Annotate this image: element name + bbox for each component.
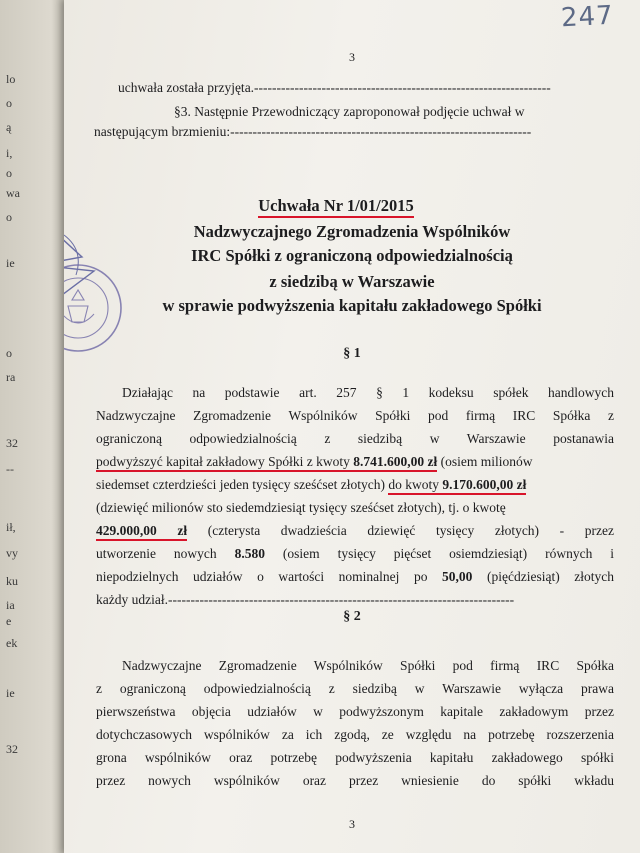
section-1-line-4 [96, 454, 532, 470]
text-amount-from-words-start: (osiem milionów [440, 454, 533, 469]
margin-fragment: ku [6, 574, 18, 588]
text-increase-from: podwyższyć kapitał zakładowy Spółki z kwoty [96, 454, 350, 469]
section-2-line-3: pierwszeństwa objęcia udziałów w podwyższonym kapitale zakładowym przez [96, 704, 614, 719]
margin-fragment: -- [6, 462, 14, 476]
section-1-line-9 [96, 569, 614, 585]
text-increase-to: do kwoty [388, 477, 439, 492]
page-number-top: 3 [349, 50, 355, 64]
section-1-line-8 [96, 546, 614, 562]
resolution-title-line-4: w sprawie podwyższenia kapitału zakładowego Spółki [162, 296, 542, 315]
section-2-line-5: grona wspólników oraz potrzebę podwyższenia kapitału zakładowego spółki [96, 750, 614, 765]
text-amount-from-words-end: siedemset czterdzieści jeden tysięcy sześćset złotych) [96, 477, 385, 492]
text-shares-words: (osiem tysięcy pięćset osiemdziesiąt) równych i [282, 546, 614, 561]
margin-fragment: ił, [6, 520, 16, 534]
highlight-increase-from [96, 454, 437, 472]
section-2-line-4: dotychczasowych wspólników za ich zgodą, ze względu na potrzebę rozszerzenia [96, 727, 614, 742]
margin-fragment: o [6, 96, 12, 110]
margin-fragment: wa [6, 186, 20, 200]
section-2-line-1: Nadzwyczajne Zgromadzenie Wspólników Spółki pod firmą IRC Spółka [122, 658, 614, 673]
amount-to: 9.170.600,00 zł [442, 477, 527, 492]
section-1-line-3: ograniczoną odpowiedzialnością z siedzibą w Warszawie postanawia [96, 431, 614, 446]
margin-fragment: vy [6, 546, 18, 560]
resolution-number [64, 196, 624, 216]
margin-fragment: e [6, 614, 12, 628]
document-page [64, 0, 640, 853]
resolution-title-line-2: IRC Spółki z ograniczoną odpowiedzialnością [191, 246, 513, 265]
margin-fragment: 32 [6, 436, 18, 450]
text-nominal-value: niepodzielnych udziałów o wartości nominalnej po [96, 569, 428, 584]
handwritten-page-number: 247 [560, 0, 615, 34]
preamble-line-3: następującym brzmieniu:------------------------------------------------------------------- [94, 124, 532, 139]
margin-fragment: i, [6, 146, 13, 160]
margin-fragment: ie [6, 256, 15, 270]
text-creation: utworzenie nowych [96, 546, 217, 561]
margin-fragment: ia [6, 598, 15, 612]
preamble-line-2: §3. Następnie Przewodniczący zaproponował podjęcie uchwał w [174, 104, 525, 119]
margin-fragment: ą [6, 120, 12, 134]
margin-fragment: ie [6, 686, 15, 700]
resolution-title-line-1: Nadzwyczajnego Zgromadzenia Wspólników [193, 222, 511, 241]
amount-from: 8.741.600,00 zł [353, 454, 438, 469]
margin-fragment: lo [6, 72, 16, 86]
section-2-line-2: z ograniczoną odpowiedzialnością z siedzibą w Warszawie wyłącza prawa [96, 681, 614, 696]
margin-fragment: o [6, 166, 12, 180]
margin-fragment: o [6, 210, 12, 224]
text-nominal-value-words: (pięćdziesiąt) złotych [486, 569, 614, 584]
section-1-line-2: Nadzwyczajne Zgromadzenie Wspólników Spółki pod firmą IRC Spółka z [96, 408, 614, 423]
resolution-number-text: Uchwała Nr 1/01/2015 [258, 196, 414, 218]
section-2-line-6: przez nowych wspólników oraz przez wniesienie do spółki wkładu [96, 773, 614, 788]
highlight-increase-to [388, 477, 526, 495]
text-amount-increase-words: (czterysta dwadzieścia dziewięć tysięcy złotych) - przez [207, 523, 614, 538]
section-1-line-7 [96, 523, 614, 539]
preamble-line-1: uchwała została przyjęta.------------------------------------------------------------------ [118, 80, 551, 95]
page-number-bottom: 3 [349, 817, 355, 831]
section-1-line-5 [96, 477, 526, 493]
nominal-value: 50,00 [442, 569, 473, 584]
section-1-line-1: Działając na podstawie art. 257 § 1 kodeksu spółek handlowych [122, 385, 614, 400]
section-1-heading: § 1 [343, 346, 361, 361]
underlying-page-edge [0, 0, 64, 853]
section-1-line-6: (dziewięć milionów sto siedemdziesiąt tysięcy sześćset złotych), tj. o kwotę [96, 500, 506, 515]
margin-fragment: 32 [6, 742, 18, 756]
section-1-line-10: każdy udział.----------------------------------------------------------------------------- [96, 592, 515, 607]
amount-increase: 429.000,00 zł [96, 523, 187, 541]
margin-fragment: o [6, 346, 12, 360]
shares-count: 8.580 [234, 546, 265, 561]
resolution-title-line-3: z siedzibą w Warszawie [269, 272, 435, 291]
margin-fragment: ek [6, 636, 18, 650]
section-2-heading: § 2 [343, 609, 361, 624]
margin-fragment: ra [6, 370, 16, 384]
